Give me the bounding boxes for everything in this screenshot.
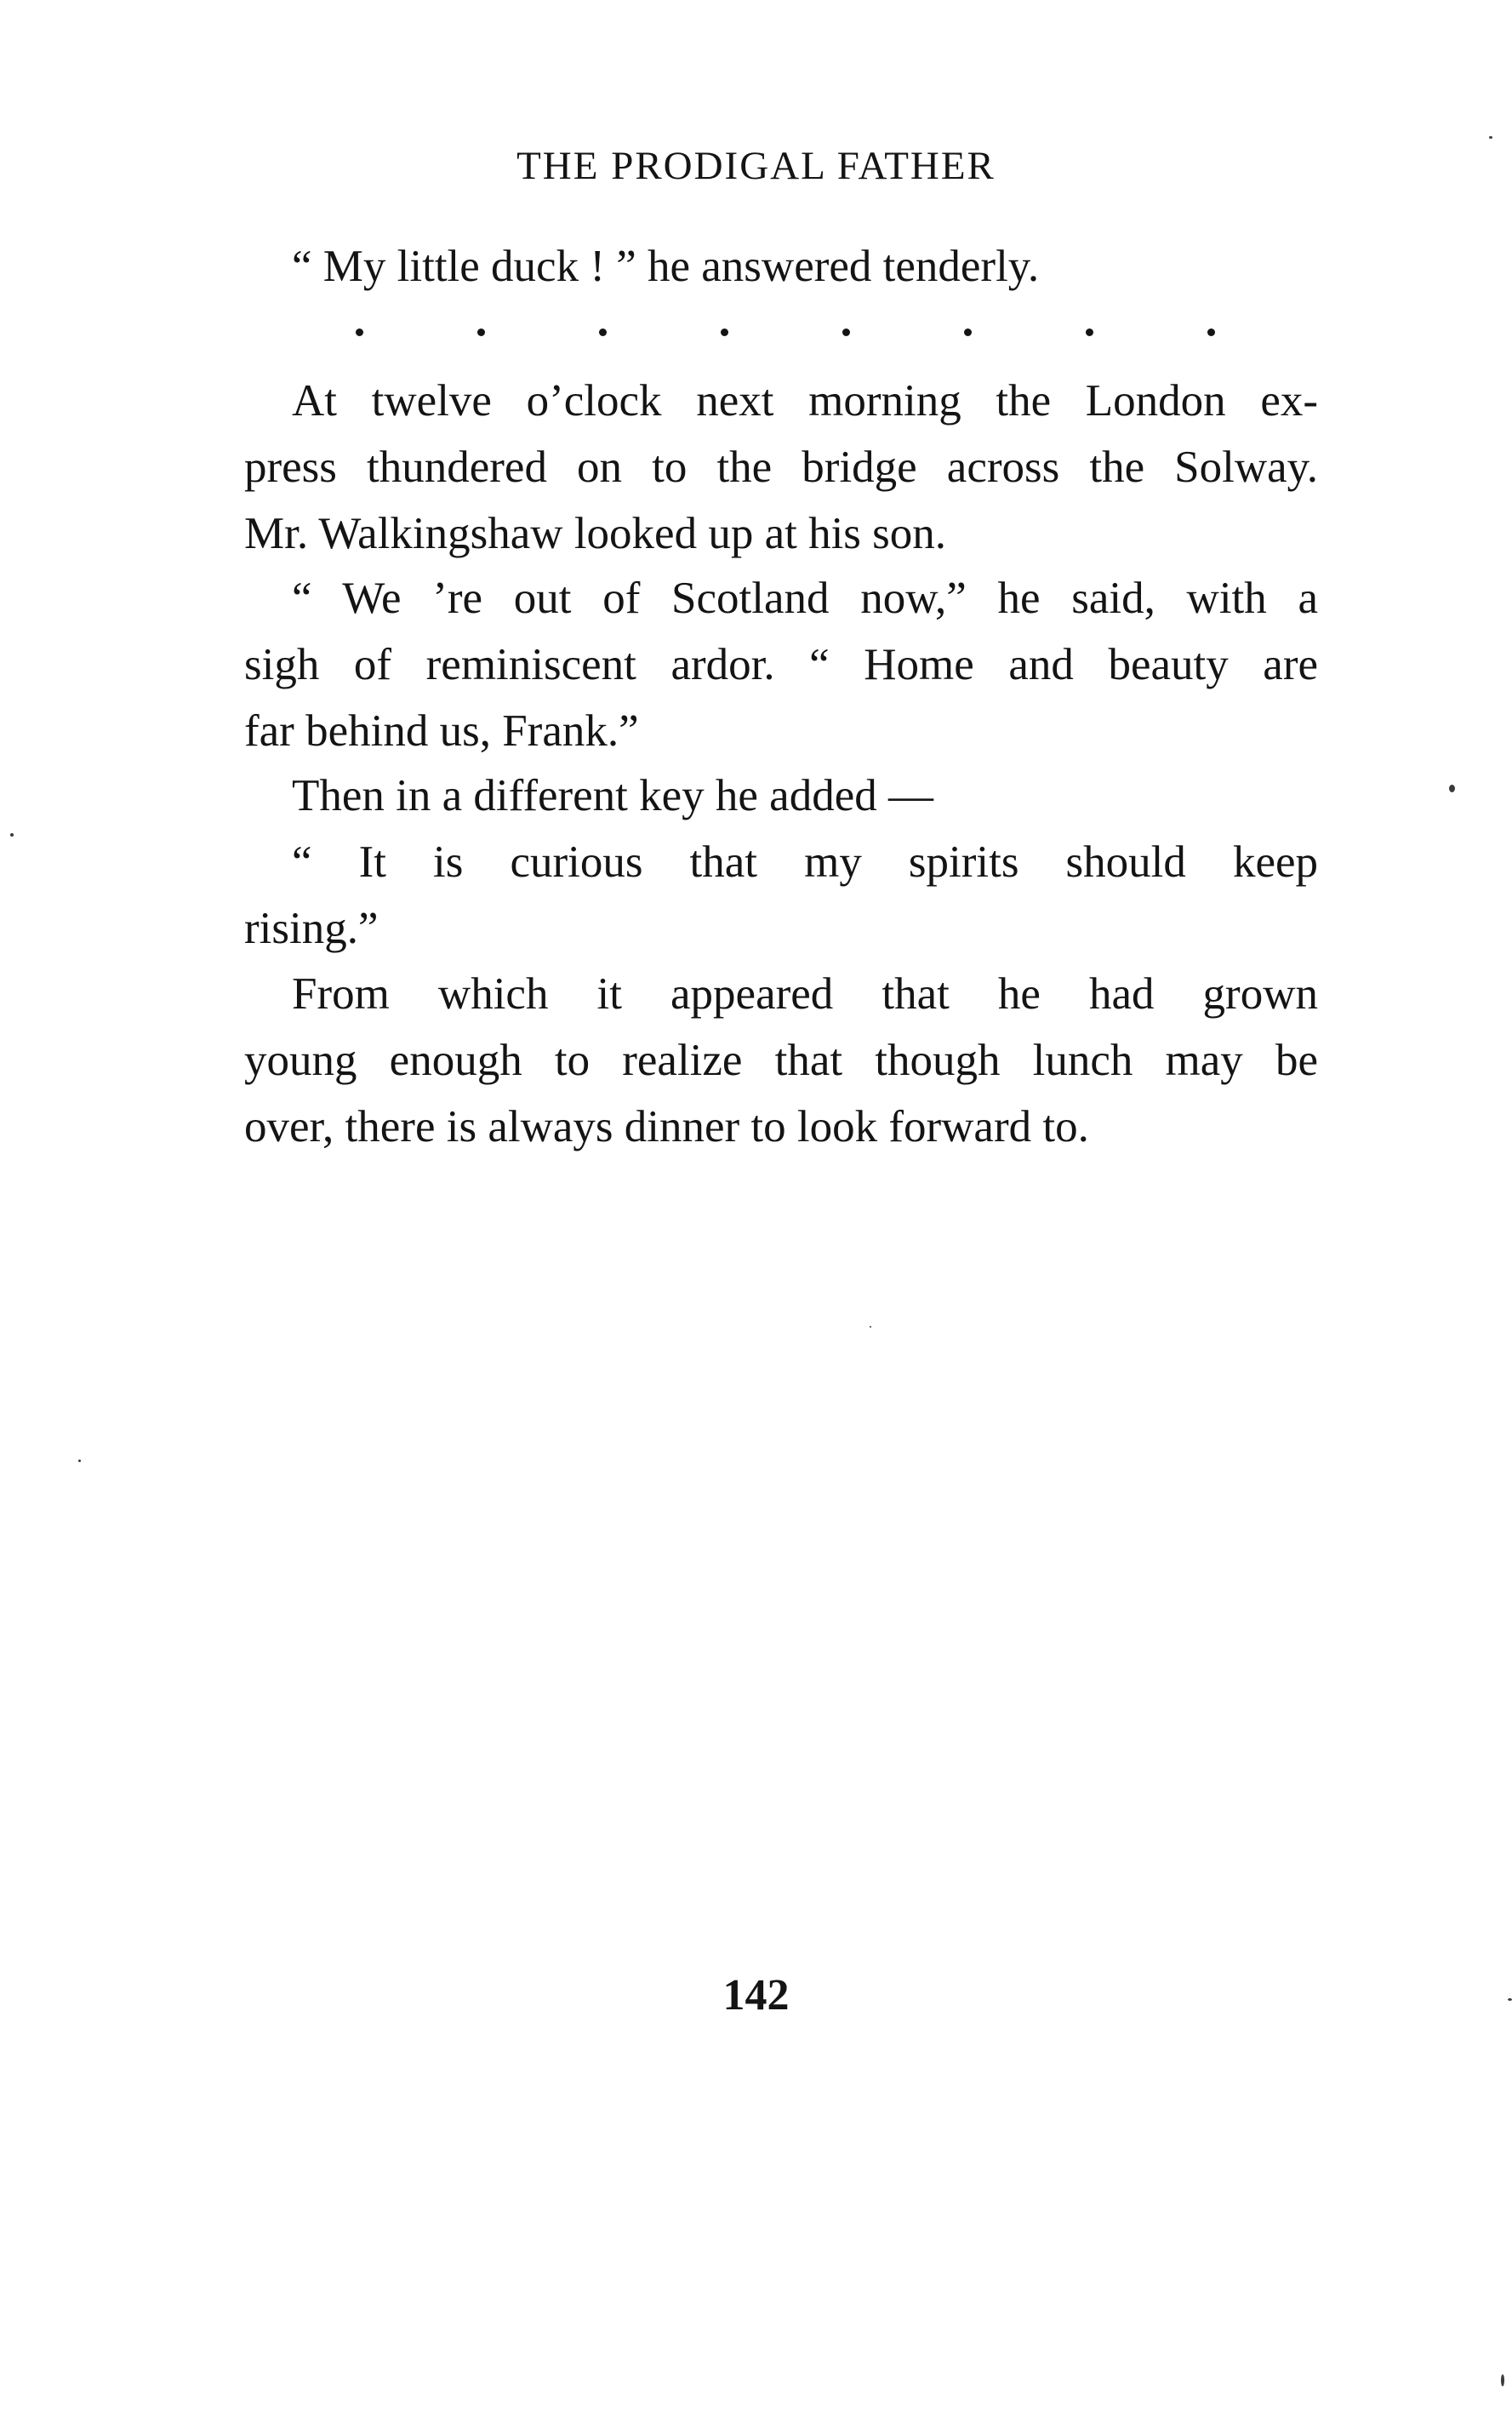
- dialogue-line: “ My little duck ! ” he answered tenderly.: [292, 242, 1040, 291]
- section-break-dot: [721, 329, 728, 336]
- text-line: young enough to realize that though lunch may be: [244, 1036, 1318, 1085]
- scan-speck: [1501, 2374, 1504, 2386]
- section-break-dot: [356, 329, 363, 336]
- section-break-dot: [1207, 329, 1215, 336]
- text-line: From which it appeared that he had grown: [292, 969, 1318, 1019]
- section-break-dot: [1086, 329, 1093, 336]
- scan-speck: [1489, 136, 1492, 139]
- text-line: over, there is always dinner to look forward to.: [244, 1102, 1089, 1151]
- text-line: press thundered on to the bridge across the Solway.: [244, 443, 1318, 492]
- section-break-dot: [842, 329, 850, 336]
- scan-speck: [1449, 785, 1455, 792]
- section-break-dot: [477, 329, 485, 336]
- text-line: Mr. Walkingshaw looked up at his son.: [244, 509, 947, 558]
- page-number: 142: [722, 1971, 790, 2020]
- paragraph: [244, 565, 1318, 764]
- text-line: “ We ’re out of Scotland now,” he said, with a: [292, 574, 1318, 623]
- text-line: rising.”: [244, 904, 379, 953]
- paragraph: [244, 368, 1318, 567]
- scan-speck: [10, 833, 14, 837]
- text-line: Then in a different key he added —: [292, 771, 933, 820]
- scan-speck: [1508, 1998, 1512, 2001]
- scan-speck: [78, 1460, 81, 1462]
- section-break-dot: [964, 329, 972, 336]
- paragraph: [244, 763, 1318, 829]
- text-line: At twelve o’clock next morning the London ex-: [292, 376, 1318, 426]
- paragraph: [244, 961, 1318, 1160]
- text-line: “ It is curious that my spirits should keep: [292, 837, 1318, 887]
- section-break: [356, 315, 1215, 349]
- section-break-dot: [599, 329, 607, 336]
- paragraph: [244, 829, 1318, 962]
- running-head: THE PRODIGAL FATHER: [516, 144, 996, 188]
- text-line: far behind us, Frank.”: [244, 706, 639, 756]
- text-line: sigh of reminiscent ardor. “ Home and beauty are: [244, 640, 1318, 689]
- scan-speck: [870, 1326, 871, 1328]
